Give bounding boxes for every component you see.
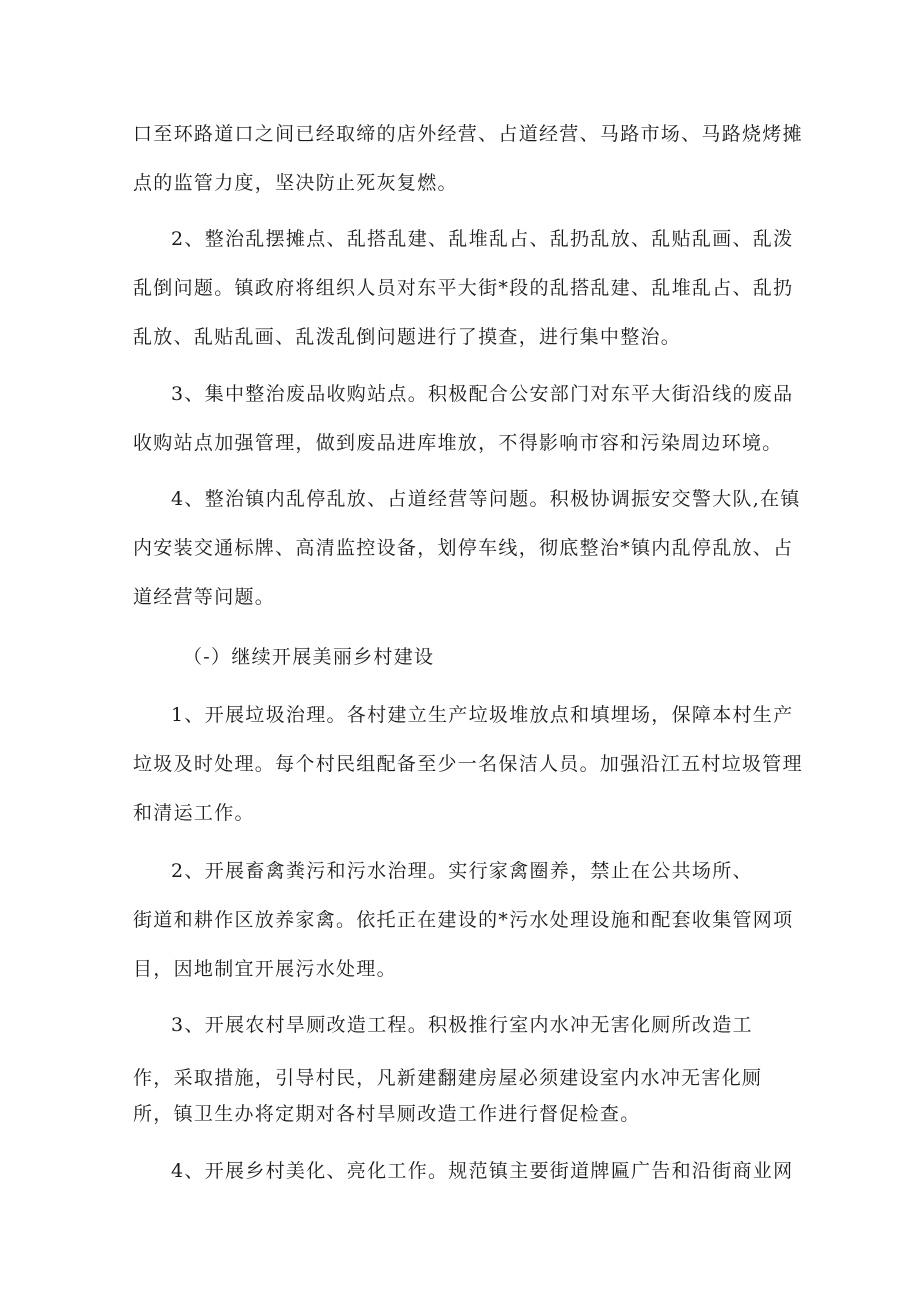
text-line: 和清运工作。: [133, 802, 255, 824]
text-line: 3、开展农村旱厕改造工程。积极推行室内水冲无害化厕所改造工: [171, 1014, 753, 1036]
text-line: 口至环路道口之间已经取缔的店外经营、占道经营、马路市场、马路烧烤摊: [133, 123, 803, 145]
text-line: 目，因地制宜开展污水处理。: [133, 958, 397, 980]
text-line: 作，采取措施，引导村民，凡新建翻建房屋必须建设室内水冲无害化厕: [133, 1067, 763, 1089]
text-line: 乱放、乱贴乱画、乱泼乱倒问题进行了摸查，进行集中整治。: [133, 326, 682, 348]
text-line: 4、开展乡村美化、亮化工作。规范镇主要街道牌匾广告和沿街商业网: [171, 1160, 794, 1182]
text-line: 3、集中整治废品收购站点。积极配合公安部门对东平大街沿线的废品: [171, 383, 794, 405]
text-line: 乱倒问题。镇政府将组织人员对东平大街*段的乱搭乱建、乱堆乱占、乱扔: [133, 277, 794, 299]
text-line: 点的监管力度，坚决防止死灰复燃。: [133, 172, 458, 194]
text-line: 2、整治乱摆摊点、乱搭乱建、乱堆乱占、乱扔乱放、乱贴乱画、乱泼: [171, 228, 794, 250]
text-line: 街道和耕作区放养家禽。依托正在建设的*污水处理设施和配套收集管网项: [133, 909, 794, 931]
text-line: 道经营等问题。: [133, 586, 276, 608]
text-line: 1、开展垃圾治理。各村建立生产垃圾堆放点和填埋场，保障本村生产: [171, 704, 794, 726]
text-line: 垃圾及时处理。每个村民组配备至少一名保洁人员。加强沿江五村垃圾管理: [133, 753, 803, 775]
text-line: 4、整治镇内乱停乱放、占道经营等问题。积极协调振安交警大队,在镇: [171, 488, 801, 510]
text-line: 内安装交通标牌、高清监控设备，划停车线，彻底整治*镇内乱停乱放、占: [133, 537, 794, 559]
text-line: 2、开展畜禽粪污和污水治理。实行家禽圈养，禁止在公共场所、: [171, 860, 753, 882]
text-line: 收购站点加强管理，做到废品进库堆放，不得影响市容和污染周边环境。: [133, 432, 783, 454]
section-heading: （-）继续开展美丽乡村建设: [183, 646, 435, 668]
text-line: 所，镇卫生办将定期对各村旱厕改造工作进行督促检查。: [133, 1103, 641, 1125]
